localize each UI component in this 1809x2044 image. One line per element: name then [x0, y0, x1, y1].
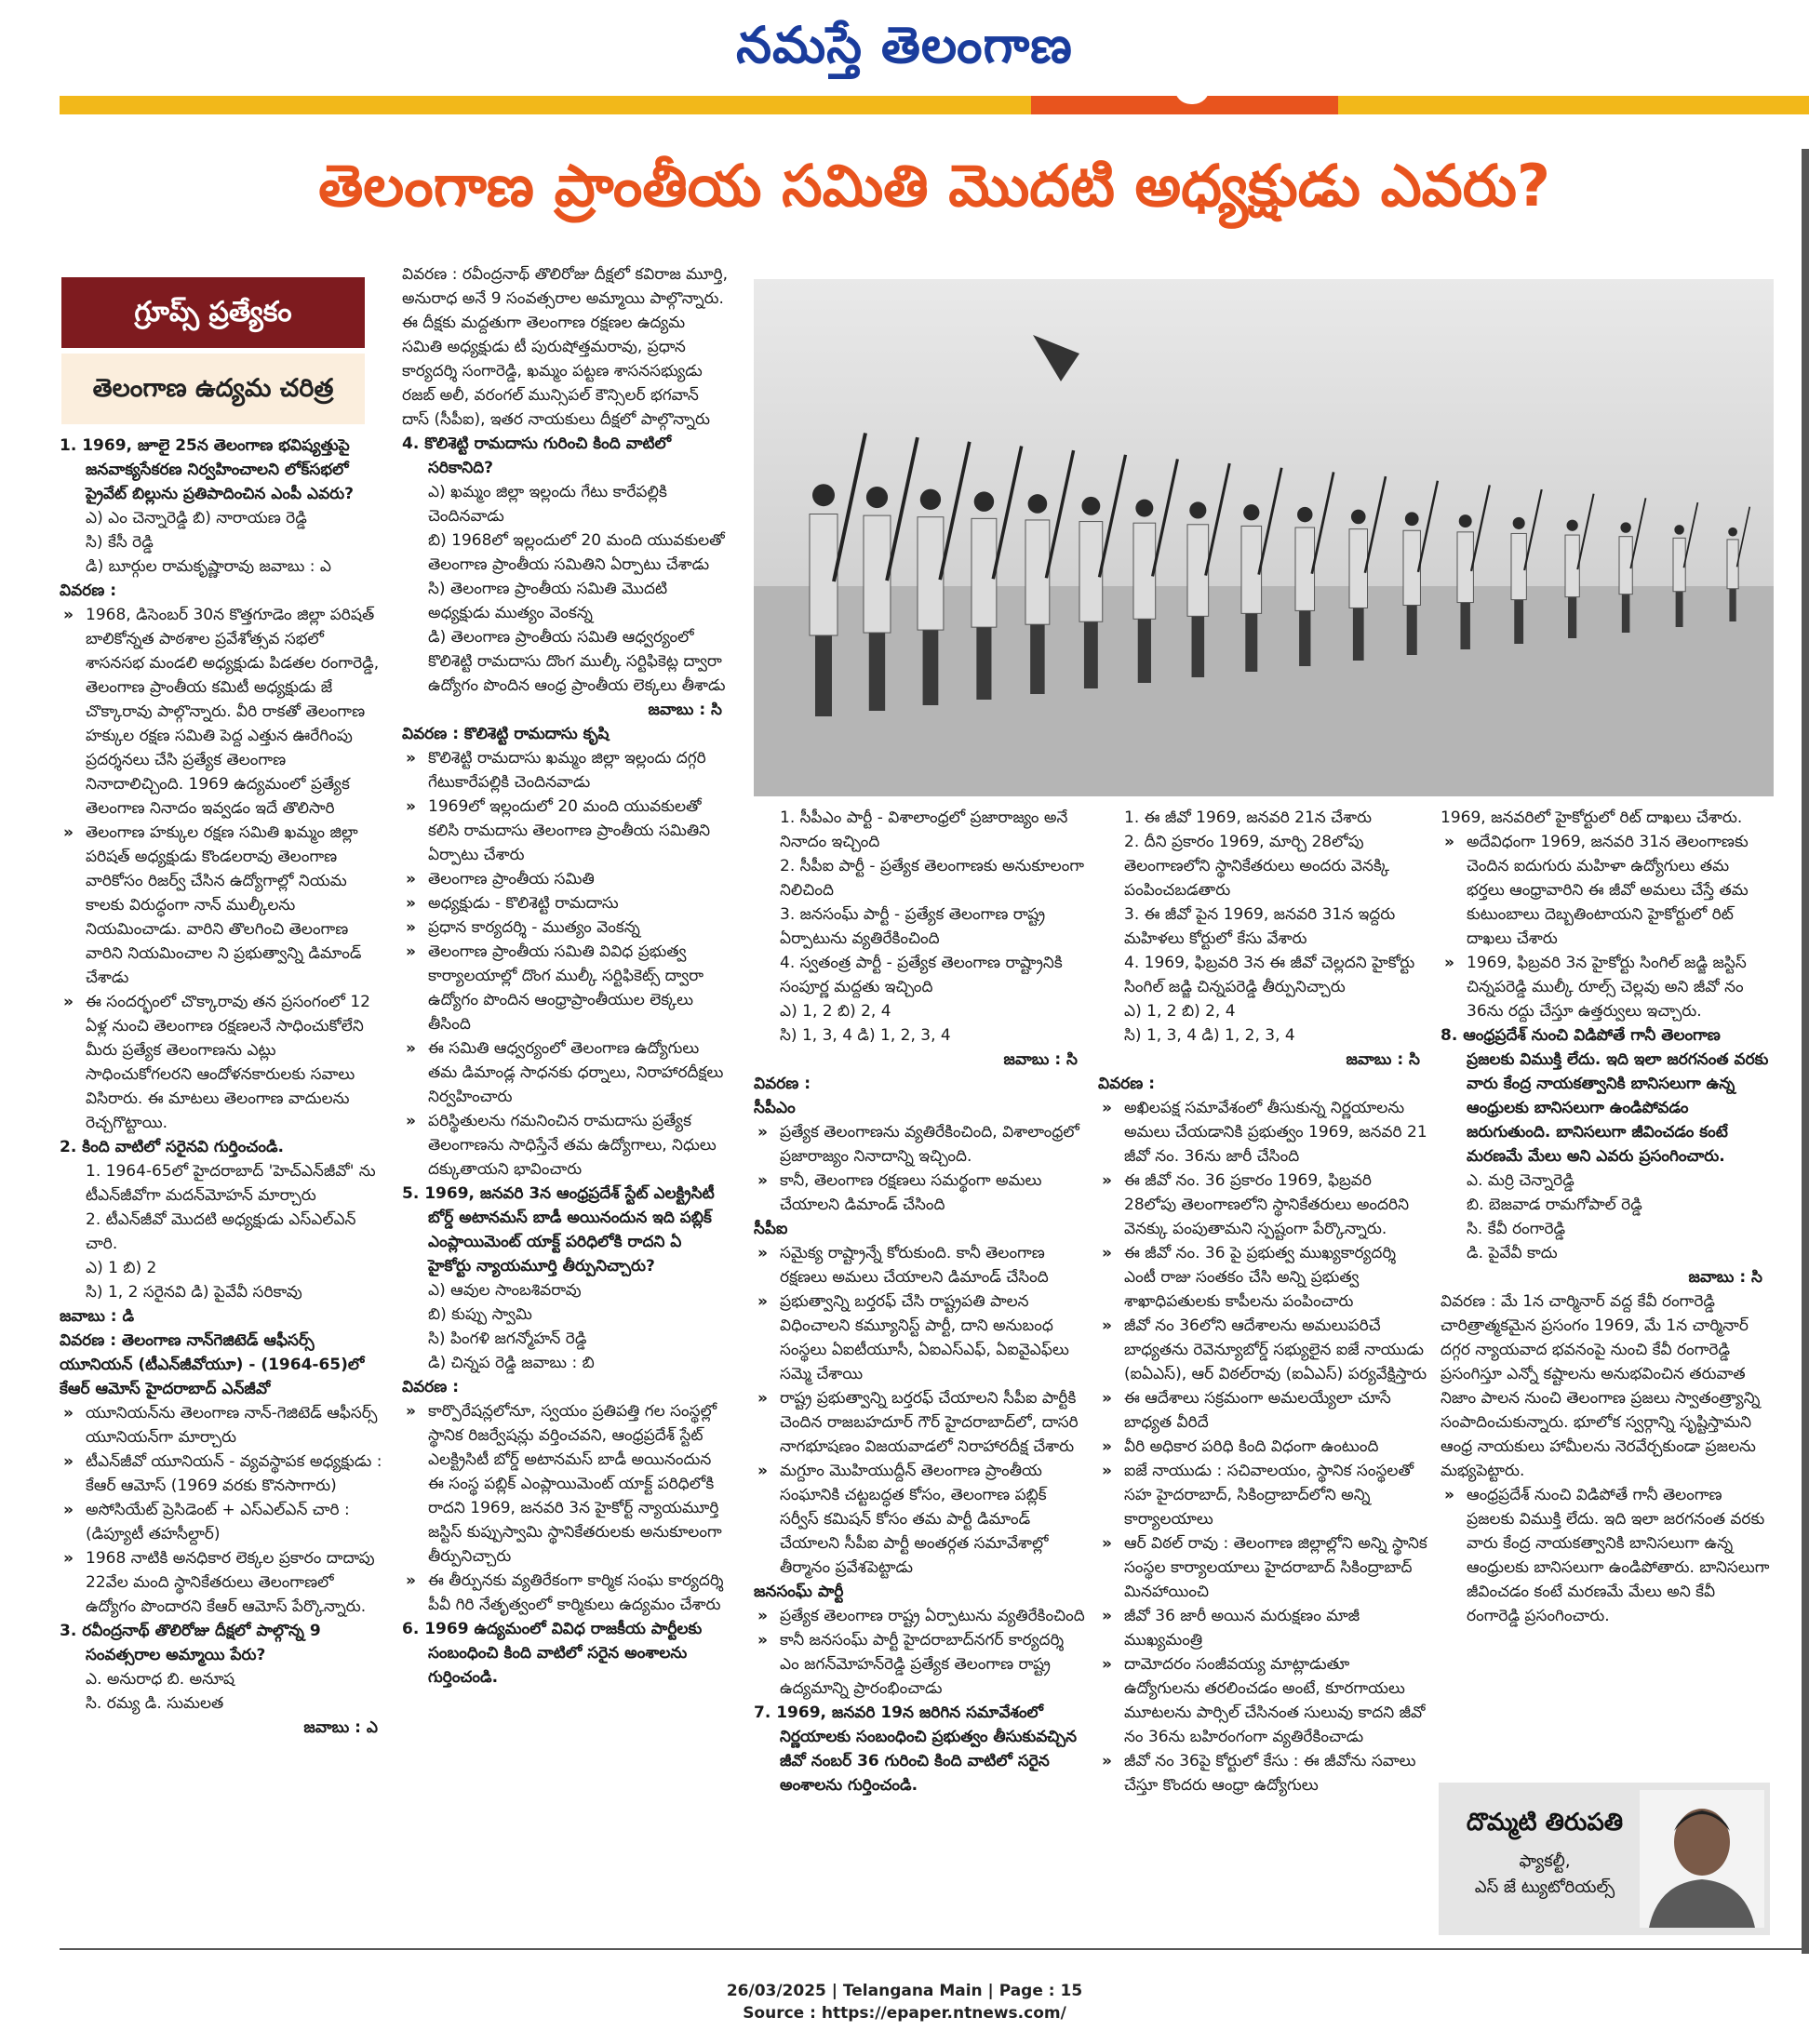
col2-label: వివరణ : కొలిశెట్టి రామదాసు కృషి: [402, 725, 610, 743]
col1-bullet-point: » అసోసియేట్ ప్రెసిడెంట్ + ఎస్‌ఎల్‌ఎన్ చారి : (డిప్యూటీ తహసీల్దార్): [60, 1498, 385, 1546]
col3-option: 2. సీపీఐ పార్టీ - ప్రత్యేక తెలంగాణకు అనుకూలంగా నిలిచింది: [780, 857, 1084, 900]
author-name: దొమ్మటి తిరుపతి: [1466, 1809, 1624, 1837]
col5-answer: జవాబు : సి: [1688, 1268, 1762, 1287]
col1-question: 1. 1969, జూలై 25న తెలంగాణ భవిష్యత్తుపై జనవాక్యసేకరణ నిర్వహించాలని లోక్‌సభలో ప్రైవేట్ బిల్లును ప్రతిపాదించిన ఎంపీ ఎవరు?: [60, 436, 354, 503]
col5-question: 8. ఆంధ్రప్రదేశ్ నుంచి విడిపోతే గానీ తెలంగాణ ప్రజలకు విముక్తి లేదు. ఇది ఇలా జరగనంత వరకు వారు కేంద్ర నాయకత్వానికి బానిసలుగా ఉన్న ఆంధ్రులకు బానిసలుగా ఉండిపోవడం జరుగుతుంది. బానిసలుగా జీవించడం కంటే మరణమే మేలు అని ఎవరు ప్రసంగించారు.: [1440, 1026, 1769, 1166]
historic-photo: [754, 279, 1774, 796]
col2-option: సి) తెలంగాణ ప్రాంతీయ సమితి మొదటి అధ్యక్షుడు ముత్యం వెంకన్న: [428, 580, 668, 622]
col3-bullet-point: » కానీ, తెలంగాణ రక్షణలు సమర్థంగా అమలు చేయాలని డిమాండ్ చేసింది: [754, 1169, 1085, 1217]
col3-option: సి) 1, 3, 4 డి) 1, 2, 3, 4: [780, 1026, 951, 1045]
col1-option: డి) బూర్గుల రామకృష్ణారావు జవాబు : ఎ: [86, 557, 331, 576]
col4-option: 3. ఈ జీవో పైన 1969, జనవరి 31న ఇద్దరు మహిళలు కోర్టులో కేసు వేశారు: [1124, 905, 1396, 948]
col4-bullet-point: » ఆర్ విఠల్ రావు : తెలంగాణ జిల్లాల్లోని అన్ని స్థానిక సంస్థల కార్యాలయాలు హైదరాబాద్ సికింద్రాబాద్ మినహాయించి: [1098, 1531, 1427, 1604]
col4-bullet-point: » ఐజే నాయుడు : సచివాలయం, స్థానిక సంస్థలతో సహ హైదరాబాద్, సికింద్రాబాద్‌లోని అన్ని కార్యాలయాలు: [1098, 1459, 1427, 1531]
header-bar: [60, 96, 1809, 114]
col2-option: డి) తెలంగాణ ప్రాంతీయ సమితి ఆధ్వర్యంలో కొలిశెట్టి రామదాసు దొంగ ముల్కీ సర్టిఫికెట్ల ద్వారా ఉద్యోగం పొందిన ఆంధ్ర ప్రాంతీయ లెక్కలు తీశాడు: [428, 628, 726, 695]
col1-question: 3. రవీంద్రనాథ్ తొలిరోజు దీక్షలో పాల్గొన్న 9 సంవత్సరాల అమ్మాయి పేరు?: [60, 1622, 321, 1664]
col4-bullet-point: » దామోదరం సంజీవయ్య మాట్లాడుతూ ఉద్యోగులను తరలించడం అంటే, కూరగాయలు మూటలను పార్సిల్ చేసినంత సులువు కాదని జీవో నం 36ను బహిరంగంగా వ్యతిరేకించాడు: [1098, 1652, 1427, 1749]
col5-option: సి. కేవీ రంగారెడ్డి: [1467, 1220, 1566, 1238]
col1-label: వివరణ :: [60, 581, 117, 600]
col1-bullet-point: » తెలంగాణ హక్కుల రక్షణ సమితి ఖమ్మం జిల్లా పరిషత్ అధ్యక్షుడు కొండలరావు తెలంగాణ వారికోసం రిజర్వ్ చేసిన ఉద్యోగాల్లో నియమ కాలకు విరుద్ధంగా నాన్ ముల్కీలను నియమించాడు. వారిని తొలగించి తెలంగాణ వారిని నియమించాల ని ప్రభుత్వాన్ని డిమాండ్ చేశాడు: [60, 821, 385, 990]
right-border: [1802, 149, 1809, 1954]
col1-bullet-point: » ఈ సందర్భంలో చొక్కారావు తన ప్రసంగంలో 12 ఏళ్ల నుంచి తెలంగాణ రక్షణలనే సాధించుకోలేని మీరు ప్రత్యేక తెలంగాణను ఎట్లు సాధించుకోగలరని ఆందోళనకారులకు సవాలు విసిరారు. ఈ మాటలు తెలంగాణ వాదులను రెచ్చగొట్టాయి.: [60, 990, 385, 1135]
masthead-logo: నమస్తే తెలంగాణ: [736, 15, 1073, 74]
col1-option: సి. రమ్య డి. సుమలత: [86, 1694, 224, 1713]
col1-bullet-point: » యూనియన్‌ను తెలంగాణ నాన్-గెజిటెడ్ ఆఫీసర్స్ యూనియన్‌గా మార్చారు: [60, 1401, 385, 1450]
col2-option: ఎ) ఖమ్మం జిల్లా ఇల్లందు గేటు కారేపల్లికి చెందినవాడు: [428, 483, 667, 526]
col3-option: ఎ) 1, 2 బి) 2, 4: [780, 1002, 891, 1021]
col5-bullet-point: » అదేవిధంగా 1969, జనవరి 31న తెలంగాణకు చెందిన ఐదుగురు మహిళా ఉద్యోగులు తమ భర్తలు ఆంధ్రావారిని ఈ జీవో అమలు చేస్తే తమ కుటుంబాలు దెబ్బతింటాయని హైకోర్టులో రిట్ దాఖలు చేశారు: [1440, 830, 1770, 951]
col2-option: ఎ) ఆవుల సాంబశివరావు: [428, 1281, 582, 1300]
col4-bullet-point: » ఈ జీవో నం. 36 ప్రకారం 1969, ఫిబ్రవరి 28లోపు తెలంగాణలోని స్థానికేతరులు అందరిని వెనక్కు పంపుతామని స్పష్టంగా పేర్కొన్నారు.: [1098, 1169, 1427, 1241]
col4-bullet-point: » వీరి అధికార పరిధి కింది విధంగా ఉంటుంది: [1098, 1435, 1427, 1459]
col2-bullet-point: » కార్పొరేషన్లలోనూ, స్వయం ప్రతిపత్తి గల సంస్థల్లో స్థానిక రిజర్వేషన్లు వర్తించవని, ఆంధ్రప్రదేశ్ స్టేట్ ఎలక్ట్రిసిటీ బోర్డ్ అటానమస్ బాడీ అయినందున ఈ సంస్థ పబ్లిక్ ఎంప్లాయిమెంట్ యాక్ట్ పరిధిలోకి రాదని 1969, జనవరి 3న హైకోర్ట్ న్యాయమూర్తి జస్టిస్ కుప్పుస్వామి స్థానికేతరులకు అనుకూలంగా తీర్పునిచ్చారు: [402, 1399, 730, 1569]
col3-label: వివరణ :: [754, 1075, 811, 1093]
col4-bullet-point: » జీవో నం 36లోని ఆదేశాలను అమలుపరిచే బాధ్యతను రెవెన్యూబోర్డ్ సభ్యులైన ఐజే నాయుడు (ఐఏఎస్), ఆర్ విఠల్‌రావు (ఐఏఎస్) పర్యవేక్షిస్తారు: [1098, 1314, 1427, 1386]
col4-option: సి) 1, 3, 4 డి) 1, 2, 3, 4: [1124, 1026, 1295, 1045]
col2-question: 5. 1969, జనవరి 3న ఆంధ్రప్రదేశ్ స్టేట్ ఎలక్ట్రిసిటీ బోర్డ్ అటానమస్ బాడీ అయినందున ఇది పబ్లిక్ ఎంప్లాయిమెంట్ యాక్ట్ పరిధిలోకి రాదని ఏ హైకోర్టు న్యాయమూర్తి తీర్పునిచ్చారు?: [402, 1184, 715, 1276]
col4-bullet-point: » జీవో 36 జారీ అయిన మరుక్షణం మాజీ ముఖ్యమంత్రి: [1098, 1604, 1427, 1652]
author-role: ఫ్యాకల్టీ,: [1519, 1851, 1571, 1871]
col1-option: సి) 1, 2 సరైనవి డి) పైవేవీ సరికావు: [86, 1283, 302, 1302]
col3-bullet-point: » ప్రత్యేక తెలంగాణను వ్యతిరేకించింది, విశాలాంధ్రలో ప్రజారాజ్యం నినాదాన్ని ఇచ్చింది.: [754, 1120, 1085, 1169]
col2-question: 4. కొలిశెట్టి రామదాసు గురించి కింది వాటిలో సరికానిది?: [402, 434, 672, 477]
col4-answer: జవాబు : సి: [1346, 1050, 1420, 1069]
col4-option: 1. ఈ జీవో 1969, జనవరి 21న చేశారు: [1124, 808, 1373, 827]
photo-illustration: [754, 279, 1774, 796]
col4-option: 4. 1969, ఫిబ్రవరి 3న ఈ జీవో చెల్లదని హైకోర్టు సింగిల్ జడ్జి చిన్నపరెడ్డి తీర్పునిచ్చారు: [1124, 954, 1415, 996]
col3-bullet-point: » కానీ జనసంఘ్ పార్టీ హైదరాబాద్‌నగర్ కార్యదర్శి ఎం జగన్‌మోహన్‌రెడ్డి ప్రత్యేక తెలంగాణ రాష్ట్ర ఉద్యమాన్ని ప్రారంభించాడు: [754, 1628, 1085, 1701]
col2-bullet-point: » ఈ సమితి ఆధ్వర్యంలో తెలంగాణ ఉద్యోగులు తమ డిమాండ్ల సాధనకు ధర్నాలు, నిరాహారదీక్షలు నిర్వహించారు: [402, 1036, 730, 1109]
col3-bullet-point: » మగ్దూం మొహియుద్దీన్ తెలంగాణ ప్రాంతీయ సంఘానికి చట్టబద్ధత కోసం, తెలంగాణ పబ్లిక్ సర్వీస్ కమిషన్ కోసం తమ పార్టీ డిమాండ్ చేయాలని సీపీఐ పార్టీ అంతర్గత సమావేశాల్లో తీర్మానం ప్రవేశపెట్టాడు: [754, 1459, 1085, 1580]
col2-option: డి) చిన్నప రెడ్డి జవాబు : బి: [428, 1354, 595, 1372]
article-column-5: [1440, 806, 1770, 1773]
col1-question: 2. కింది వాటిలో సరైనవి గుర్తించండి.: [60, 1138, 284, 1156]
col1-label: వివరణ : తెలంగాణ నాన్‌గెజిటెడ్ ఆఫీసర్స్ యూనియన్ (టీఎన్‌జీవోయూ) - (1964-65)లో కేఆర్ ఆమోస్ హైదరాబాద్ ఎన్‌జీవో: [60, 1331, 365, 1398]
section-subtitle: తెలంగాణ ఉద్యమ చరిత్ర: [61, 354, 365, 424]
col5-paragraph: 1969, జనవరిలో హైకోర్టులో రిట్ దాఖలు చేశారు.: [1440, 808, 1743, 827]
col1-option: సి) కేసీ రెడ్డి: [86, 533, 154, 552]
author-photo: [1640, 1790, 1764, 1928]
col1-option: ఎ. అనురాధ బి. అనూష: [86, 1670, 235, 1689]
col3-option: 1. సీపీఎం పార్టీ - విశాలాంధ్రలో ప్రజారాజ్యం అనే నినాదం ఇచ్చింది: [780, 808, 1068, 851]
article-column-3: [754, 806, 1085, 1931]
footer-source: Source : https://epaper.ntnews.com/: [743, 2004, 1066, 2023]
col1-label: జవాబు : డి: [60, 1307, 135, 1326]
col1-option: 2. టీఎన్‌జీవో మొదటి అధ్యక్షుడు ఎస్‌ఎల్‌ఎన్ చారి.: [86, 1210, 356, 1253]
footer-date-page: 26/03/2025 | Telangana Main | Page : 15: [726, 1982, 1083, 2000]
col4-bullet-point: » ఈ జీవో నం. 36 పై ప్రభుత్వ ముఖ్యకార్యదర్శి ఎంటీ రాజు సంతకం చేసి అన్ని ప్రభుత్వ శాఖాధిపతులకు కాపీలను పంపించారు: [1098, 1241, 1427, 1314]
col2-option: బి) కుప్పు స్వామి: [428, 1305, 532, 1324]
col3-bullet-point: » రాష్ట్ర ప్రభుత్వాన్ని బర్తరఫ్ చేయాలని సీపీఐ పార్టీకి చెందిన రాజబహదూర్ గౌర్ హైదరాబాద్‌లో, దాసరి నాగభూషణం విజయవాడలో నిరాహారదీక్ష చేశారు: [754, 1386, 1085, 1459]
page-footer: [0, 1980, 1809, 2024]
col4-bullet-point: » అఖిలపక్ష సమావేశంలో తీసుకున్న నిర్ణయాలను అమలు చేయడానికి ప్రభుత్వం 1969, జనవరి 21 జీవో నం. 36ను జారీ చేసింది: [1098, 1096, 1427, 1169]
col4-bullet-point: » జీవో నం 36పై కోర్టులో కేసు : ఈ జీవోను సవాలు చేస్తూ కొందరు ఆంధ్రా ఉద్యోగులు: [1098, 1749, 1427, 1797]
col3-bullet-point: » ప్రత్యేక తెలంగాణ రాష్ట్ర ఏర్పాటును వ్యతిరేకించింది: [754, 1604, 1085, 1628]
author-avatar-icon: [1640, 1790, 1764, 1928]
col3-answer: జవాబు : సి: [1003, 1050, 1078, 1069]
col2-paragraph: వివరణ : రవీంద్రనాథ్ తొలిరోజు దీక్షలో కవిరాజ మూర్తి, అనురాధ అనే 9 సంవత్సరాల అమ్మాయి పాల్గొన్నారు. ఈ దీక్షకు మద్దతుగా తెలంగాణ రక్షణల ఉద్యమ సమితి అధ్యక్షుడు టీ పురుషోత్తమరావు, ప్రధాన కార్యదర్శి సంగారెడ్డి, ఖమ్మం పట్టణ శాసనసభ్యుడు రజబ్ అలీ, వరంగల్ మున్సిపల్ కౌన్సిలర్ భగవాన్ దాస్ (సీపీఐ), ఇతర నాయకులు దీక్షలో పాల్గొన్నారు: [402, 265, 728, 429]
col2-bullet-point: » తెలంగాణ ప్రాంతీయ సమితి: [402, 867, 730, 891]
col4-option: 2. దీని ప్రకారం 1969, మార్చి 28లోపు తెలంగాణలోని స్థానికేతరులు అందరు వెనక్కి పంపించబడతారు: [1124, 833, 1390, 900]
col5-paragraph: వివరణ : మే 1న చార్మినార్ వద్ద కేవీ రంగారెడ్డి చారిత్రాత్మకమైన ప్రసంగం 1969, మే 1న చార్మినార్ దగ్గర న్యాయవాద భవనంపై నుంచి కేవీ రంగారెడ్డి ప్రసంగిస్తూ ఎన్నో కష్టాలను అనుభవించిన తరువాత నిజాం పాలన నుంచి తెలంగాణ ప్రజలు స్వాతంత్ర్యాన్ని సంపాదించుకున్నారు. భూలోక స్వర్గాన్ని సృష్టిస్తామని ఆంధ్ర నాయకులు హామీలను నెరవేర్చకుండా ప్రజలను మభ్యపెట్టారు.: [1440, 1292, 1761, 1480]
photo-ground: [754, 586, 1774, 796]
col4-option: ఎ) 1, 2 బి) 2, 4: [1124, 1002, 1236, 1021]
col2-answer: జవాబు : సి: [648, 701, 722, 719]
col5-option: బి. బెజవాడ రామగోపాల్ రెడ్డి: [1467, 1196, 1642, 1214]
col1-answer: జవాబు : ఎ: [303, 1718, 378, 1737]
section-label: గ్రూప్స్ ప్రత్యేకం: [61, 277, 365, 348]
col3-bullet-point: » సమైక్య రాష్ట్రాన్నే కోరుకుంది. కానీ తెలంగాణ రక్షణలు అమలు చేయాలని డిమాండ్ చేసింది: [754, 1241, 1085, 1289]
col1-bullet-point: » 1968, డిసెంబర్ 30న కొత్తగూడెం జిల్లా పరిషత్ బాలికోన్నత పాఠశాల ప్రవేశోత్సవ సభలో శాసనసభ మండలి అధ్యక్షుడు పిడతల రంగారెడ్డి, తెలంగాణ ప్రాంతీయ కమిటీ అధ్యక్షుడు జే చొక్కారావు పాల్గొన్నారు. వీరి రాకతో తెలంగాణ హక్కుల రక్షణ సమితి పెద్ద ఎత్తున ఊరేగింపు ప్రదర్శనలు చేసి ప్రత్యేక తెలంగాణ నినాదాలిచ్చింది. 1969 ఉద్యమంలో ప్రత్యేక తెలంగాణ నినాదం ఇవ్వడం ఇదే తొలిసారి: [60, 603, 385, 821]
col4-bullet-point: » ఈ ఆదేశాలు సక్రమంగా అమలయ్యేలా చూసే బాధ్యత వీరిదే: [1098, 1386, 1427, 1435]
col1-option: ఎ) 1 బి) 2: [86, 1259, 157, 1277]
col2-label: వివరణ :: [402, 1378, 460, 1396]
col1-bullet-point: » టీఎన్‌జీవో యూనియన్ - వ్యవస్థాపక అధ్యక్షుడు : కేఆర్ ఆమోస్ (1969 వరకు కొనసాగారు): [60, 1450, 385, 1498]
col2-bullet-point: » అధ్యక్షుడు - కొలిశెట్టి రామదాసు: [402, 891, 730, 915]
col2-option: బి) 1968లో ఇల్లందులో 20 మంది యువకులతో తెలంగాణ ప్రాంతీయ సమితిని ఏర్పాటు చేశాడు: [428, 531, 725, 574]
col2-bullet-point: » ఈ తీర్పునకు వ్యతిరేకంగా కార్మిక సంఘ కార్యదర్శి పీవీ గిరి నేతృత్వంలో కార్మికులు ఉద్యమం చేశారు: [402, 1569, 730, 1617]
col4-label: వివరణ :: [1098, 1075, 1156, 1093]
col2-bullet-point: » కొలిశెట్టి రామదాసు ఖమ్మం జిల్లా ఇల్లందు దగ్గరి గేటుకారేపల్లికి చెందినవాడు: [402, 746, 730, 795]
photo-flag: [1033, 335, 1079, 381]
col2-question: 6. 1969 ఉద్యమంలో వివిధ రాజకీయ పార్టీలకు సంబంధించి కింది వాటిలో సరైన అంశాలను గుర్తించండి.: [402, 1620, 703, 1687]
col2-bullet-point: » 1969లో ఇల్లందులో 20 మంది యువకులతో కలిసి రామదాసు తెలంగాణ ప్రాంతీయ సమితిని ఏర్పాటు చేశారు: [402, 795, 730, 867]
col3-option: 4. స్వతంత్ర పార్టీ - ప్రత్యేక తెలంగాణ రాష్ట్రానికి సంపూర్ణ మద్దతు ఇచ్చింది: [780, 954, 1063, 996]
article-column-4: [1098, 806, 1427, 1931]
footer-divider: [60, 1948, 1809, 1950]
col1-option: 1. 1964-65లో హైదరాబాద్ 'హెచ్‌ఎన్‌జీవో' ను టీఎన్‌జీవోగా మదన్‌మోహన్ మార్చారు: [86, 1162, 376, 1205]
col2-bullet-point: » పరిస్థితులను గమనించిన రామదాసు ప్రత్యేక తెలంగాణను సాధిస్తేనే తమ ఉద్యోగాలు, నిధులు దక్కుతాయని భావించారు: [402, 1109, 730, 1182]
col3-question: 7. 1969, జనవరి 19న జరిగిన సమావేశంలో నిర్ణయాలకు సంబంధించి ప్రభుత్వం తీసుకువచ్చిన జీవో నంబర్ 36 గురించి కింది వాటిలో సరైన అంశాలను గుర్తించండి.: [754, 1703, 1078, 1795]
col5-option: ఎ. మర్రి చెన్నారెడ్డి: [1467, 1171, 1574, 1190]
col3-bullet-point: » ప్రభుత్వాన్ని బర్తరఫ్ చేసి రాష్ట్రపతి పాలన విధించాలని కమ్యూనిస్ట్ పార్టీ, దాని అనుబంధ సంస్థలు ఏఐటీయూసీ, ఏఐఎస్‌ఎఫ్, ఏఐవైఎఫ్‌లు సమ్మె చేశాయి: [754, 1289, 1085, 1386]
col1-option: ఎ) ఎం చెన్నారెడ్డి బి) నారాయణ రెడ్డి: [86, 509, 307, 528]
author-org: ఎస్ జే ట్యుటోరియల్స్: [1474, 1877, 1615, 1897]
col2-bullet-point: » తెలంగాణ ప్రాంతీయ సమితి వివిధ ప్రభుత్వ కార్యాలయాల్లో దొంగ ముల్కీ సర్టిఫికెట్స్ ద్వారా ఉద్యోగం పొందిన ఆంధ్రాప్రాంతీయుల లెక్కలు తీసింది: [402, 940, 730, 1036]
col2-option: సి) పింగళి జగన్మోహన్ రెడ్డి: [428, 1329, 587, 1348]
article-column-2: [402, 262, 730, 1931]
col5-bullet-point: » ఆంధ్రప్రదేశ్ నుంచి విడిపోతే గానీ తెలంగాణ ప్రజలకు విముక్తి లేదు. ఇది ఇలా జరగనంత వరకు వారు కేంద్ర నాయకత్వానికి బానిసలుగా ఉన్న ఆంధ్రులకు బానిసలుగా ఉండిపోతారు. బానిసలుగా జీవించడం కంటే మరణమే మేలు అని కేవీ రంగారెడ్డి ప్రసంగించారు.: [1440, 1483, 1770, 1628]
col5-bullet-point: » 1969, ఫిబ్రవరి 3న హైకోర్టు సింగిల్ జడ్జి జస్టిస్ చిన్నపరెడ్డి ముల్కీ రూల్స్ చెల్లవు అని జీవో నం 36ను రద్దు చేస్తూ ఉత్తర్వులు ఇచ్చారు.: [1440, 951, 1770, 1023]
col5-option: డి. పైవేవీ కాదు: [1467, 1244, 1558, 1262]
col3-label: జనసంఘ్ పార్టీ: [754, 1583, 844, 1601]
col1-bullet-point: » 1968 నాటికి అనధికార లెక్కల ప్రకారం దాదాపు 22వేల మంది స్థానికేతరులు తెలంగాణలో ఉద్యోగం పొందారని కేఆర్ ఆమోస్ పేర్కొన్నారు.: [60, 1546, 385, 1619]
col3-label: సీపీఎం: [754, 1099, 796, 1117]
col2-bullet-point: » ప్రధాన కార్యదర్శి - ముత్యం వెంకన్న: [402, 915, 730, 940]
col3-label: సీపీఐ: [754, 1220, 788, 1238]
page-headline: తెలంగాణ ప్రాంతీయ సమితి మొదటి అధ్యక్షుడు ఎవరు?: [318, 152, 1550, 220]
author-card: [1439, 1783, 1770, 1935]
article-column-1: [60, 434, 385, 1931]
col3-option: 3. జనసంఘ్ పార్టీ - ప్రత్యేక తెలంగాణ రాష్ట్ర ఏర్పాటును వ్యతిరేకించింది: [780, 905, 1046, 948]
